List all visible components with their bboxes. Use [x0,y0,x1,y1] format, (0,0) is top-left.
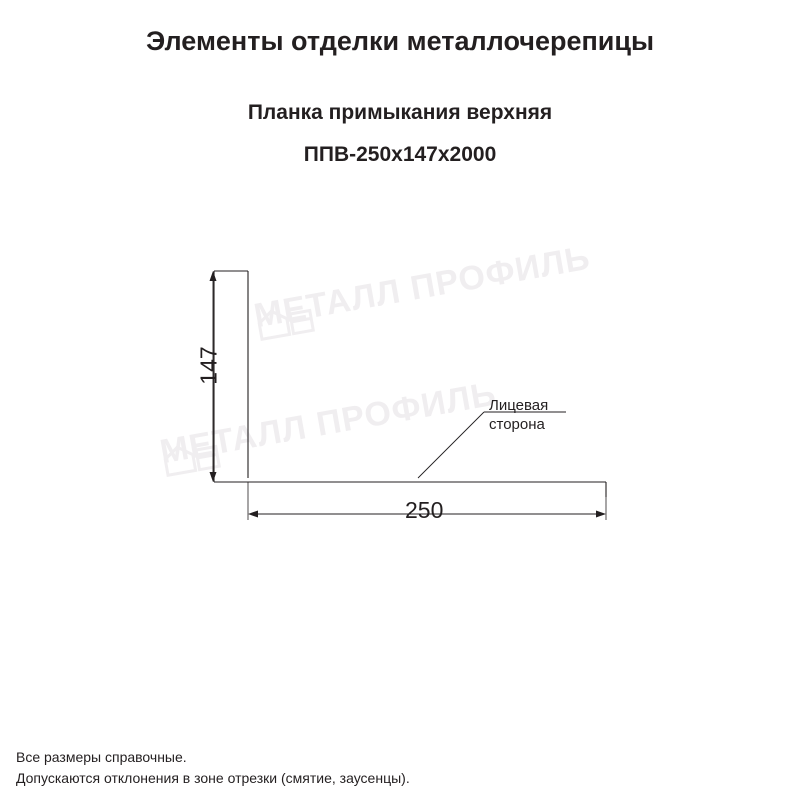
product-code: ППВ-250х147х2000 [303,143,497,166]
footnote-line-2: Допускаются отклонения в зоне отрезки (смятие, заусенцы). [16,770,410,786]
callout-front-side-line1: Лицевая [489,397,549,414]
footnote-line-1: Все размеры справочные. [16,749,187,765]
page-title: Элементы отделки металлочерепицы [145,26,655,56]
watermark-text-top: МЕТАЛЛ ПРОФИЛЬ [251,238,594,336]
footnotes [16,747,410,789]
dimension-label-height: 147 [195,346,222,385]
product-name: Планка примыкания верхняя [247,101,553,124]
callout-front-side-line2: сторона [489,416,545,433]
watermark-text-bottom: МЕТАЛЛ ПРОФИЛЬ [157,374,500,472]
dimension-label-width: 250 [405,497,444,523]
